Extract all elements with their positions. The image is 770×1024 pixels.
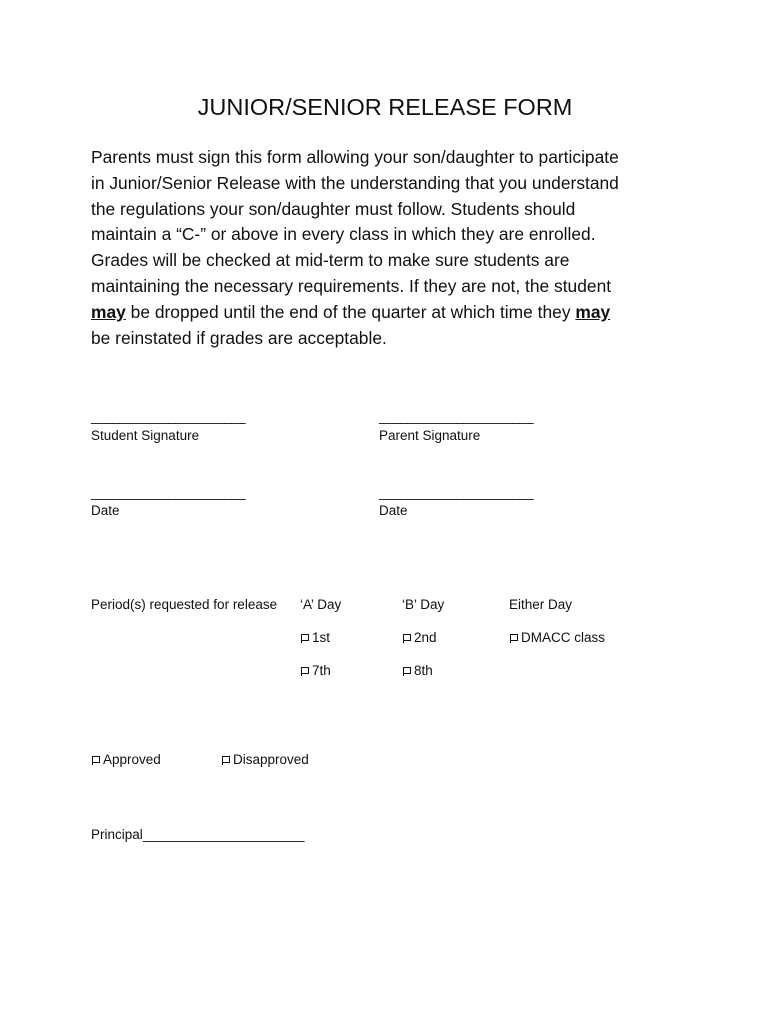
instructions-paragraph (91, 145, 691, 351)
paragraph-text: be dropped until the end of the quarter at which time they (125, 301, 576, 322)
paragraph-line: Parents must sign this form allowing your son/daughter to participate (91, 147, 619, 167)
paragraph-line: the regulations your son/daughter must follow. Students should (91, 198, 576, 219)
checkbox-7th[interactable] (301, 663, 331, 678)
option-label: Approved (103, 752, 161, 767)
paragraph-line: in Junior/Senior Release with the understanding that you understand (91, 172, 619, 193)
student-signature-line[interactable]: ______________________ (91, 409, 246, 424)
student-signature-label: Student Signature (91, 428, 200, 443)
option-label: 7th (312, 663, 331, 678)
paragraph-line: maintaining the necessary requirements. If they are not, the student (91, 275, 612, 296)
checkbox-1st[interactable] (301, 630, 330, 645)
checkbox-icon (403, 667, 411, 676)
principal-signature-line: _______________________ (142, 827, 304, 842)
form-title: JUNIOR/SENIOR RELEASE FORM (197, 94, 573, 120)
principal-signature-field[interactable] (91, 827, 304, 842)
checkbox-disapproved[interactable] (222, 752, 309, 767)
b-day-header: ‘B’ Day (402, 597, 445, 612)
checkbox-icon (301, 667, 309, 676)
checkbox-dmacc[interactable] (510, 630, 605, 645)
option-label: 1st (312, 630, 331, 645)
principal-label: Principal (91, 827, 143, 842)
checkbox-8th[interactable] (403, 663, 433, 678)
either-day-header: Either Day (509, 597, 573, 612)
periods-label: Period(s) requested for release (91, 597, 278, 612)
option-label: Disapproved (233, 752, 309, 767)
checkbox-approved[interactable] (92, 752, 161, 767)
parent-date-label: Date (379, 503, 408, 518)
option-label: 2nd (414, 630, 437, 645)
emphasis-may: may (575, 301, 611, 322)
student-date-label: Date (91, 503, 120, 518)
student-date-line[interactable]: ______________________ (91, 485, 246, 500)
checkbox-2nd[interactable] (403, 630, 437, 645)
a-day-header: ‘A’ Day (300, 597, 342, 612)
option-label: 8th (414, 663, 433, 678)
checkbox-icon (301, 634, 309, 643)
emphasis-may: may (91, 301, 126, 322)
paragraph-line: Grades will be checked at mid-term to make sure students are (91, 250, 570, 271)
parent-date-line[interactable]: ______________________ (379, 485, 534, 500)
parent-signature-label: Parent Signature (379, 428, 481, 443)
paragraph-line (91, 300, 691, 326)
paragraph-line: be reinstated if grades are acceptable. (91, 327, 387, 348)
checkbox-icon (92, 756, 100, 765)
checkbox-icon (403, 634, 411, 643)
option-label: DMACC class (521, 630, 606, 645)
paragraph-line: maintain a “C-” or above in every class in which they are enrolled. (91, 224, 596, 245)
checkbox-icon (510, 634, 518, 643)
parent-signature-line[interactable]: ______________________ (379, 409, 534, 424)
checkbox-icon (222, 756, 230, 765)
